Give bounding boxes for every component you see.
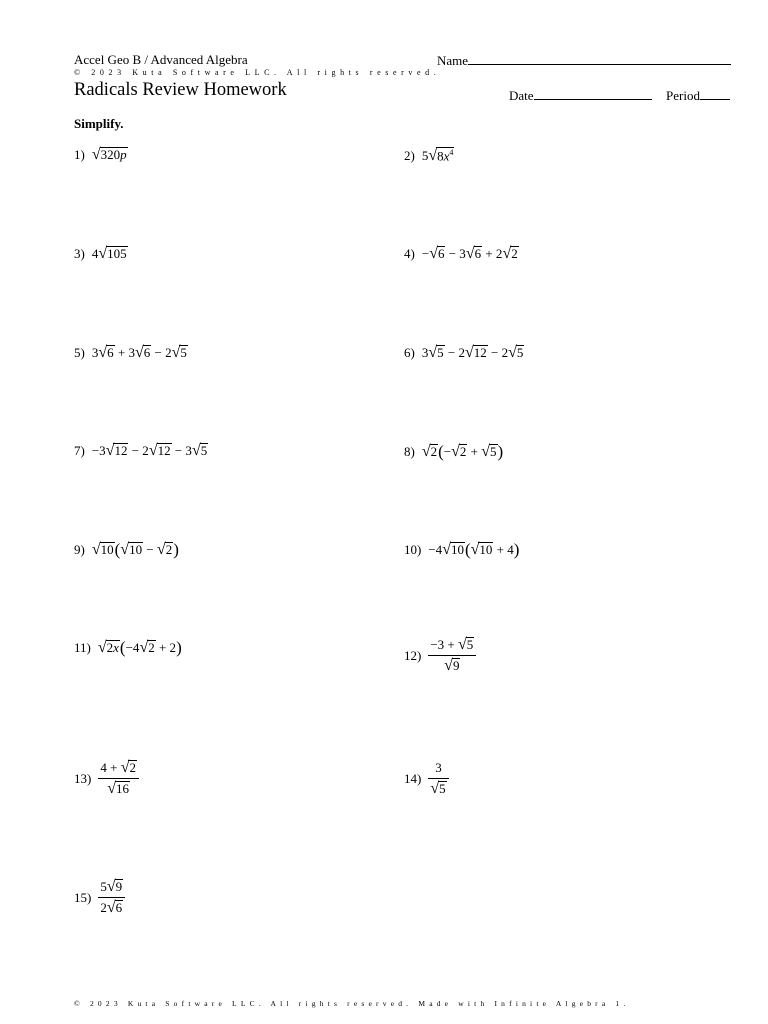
name-field	[437, 52, 731, 69]
problem-number: 5)	[74, 345, 85, 360]
left-paren: (	[119, 638, 126, 657]
radicand: 5	[439, 781, 446, 797]
problem-number: 13)	[74, 770, 92, 786]
problem-number: 4)	[404, 246, 415, 261]
radicand: 2	[106, 639, 114, 655]
coefficient: 3	[421, 345, 429, 360]
coefficient: 4	[91, 246, 99, 261]
fraction	[428, 760, 448, 797]
period-blank	[700, 87, 730, 100]
left-paren: (	[464, 540, 471, 559]
radical: √ 6	[98, 344, 114, 361]
radical: √ 2	[139, 638, 155, 656]
problem-11	[74, 639, 182, 656]
radical: √ 105	[98, 245, 127, 262]
fraction	[98, 760, 139, 797]
coefficient: 2	[100, 900, 107, 915]
right-paren: )	[173, 540, 179, 559]
fraction-bar	[98, 897, 125, 898]
copyright-top: © 2023 Kuta Software LLC. All rights reserved.	[74, 68, 441, 77]
operator: + 2	[155, 639, 177, 655]
left-paren: (	[438, 442, 444, 461]
course-name: Accel Geo B / Advanced Algebra	[74, 52, 248, 67]
radicand: 5	[516, 345, 524, 361]
radical: √ 10	[470, 540, 493, 558]
radicand: 10	[479, 541, 493, 557]
term-sign: −	[421, 246, 430, 261]
term-sign: −	[443, 443, 452, 459]
radical: √ 2	[156, 540, 173, 558]
exponent: 4	[449, 148, 454, 157]
operator: + 2	[482, 246, 503, 261]
radical: √ 10	[91, 540, 114, 558]
variable: x	[113, 639, 119, 655]
problem-4	[404, 246, 519, 262]
fraction	[98, 879, 125, 916]
radical: √ 2	[451, 442, 467, 460]
coefficient: 5	[421, 147, 429, 163]
name-label: Name	[437, 53, 469, 68]
denominator	[105, 781, 132, 797]
radical: √ 5	[458, 636, 474, 653]
radicand: 105	[107, 246, 127, 262]
radical: √ 10	[442, 540, 464, 558]
radical: √ 6	[429, 245, 445, 262]
radical: √ 5	[508, 344, 524, 361]
problem-13	[74, 760, 139, 797]
problem-number: 7)	[74, 443, 85, 458]
problem-6	[404, 345, 524, 361]
radicand: 12	[114, 443, 128, 459]
radicand: 10	[450, 541, 464, 557]
denominator	[428, 781, 448, 797]
radicand: 5	[490, 443, 497, 459]
radical: √ 6	[465, 245, 482, 262]
date-field	[509, 87, 652, 104]
problem-number: 3)	[74, 246, 85, 261]
problem-1	[74, 147, 128, 163]
radical: √ 10	[120, 540, 143, 558]
problem-10	[404, 541, 519, 558]
date-label: Date	[509, 88, 534, 103]
operator: − 3	[171, 443, 192, 458]
radical: √ 5	[430, 780, 446, 797]
copyright-bottom: © 2023 Kuta Software LLC. All rights reserved. Made with Infinite Algebra 1.	[74, 999, 630, 1008]
radical: √ 2	[120, 759, 136, 776]
problem-number: 9)	[74, 541, 85, 557]
radical: √ 6	[106, 899, 123, 916]
operator: − 2	[487, 345, 509, 360]
right-paren: )	[176, 638, 182, 657]
radicand: 6	[143, 345, 151, 361]
coefficient: −4	[125, 639, 140, 655]
radical: √ 2	[421, 442, 438, 460]
fraction-bar	[428, 778, 448, 779]
numerator-prefix: 4 +	[100, 760, 121, 775]
problem-number: 8)	[404, 443, 415, 459]
operator: − 2	[151, 345, 172, 360]
problem-number: 1)	[74, 147, 85, 162]
radicand: 8	[437, 148, 444, 164]
radicand: 6	[437, 246, 445, 262]
radicand: 16	[116, 781, 130, 797]
radical: √ 12	[148, 442, 171, 459]
numerator	[98, 879, 125, 895]
radicand: 5	[466, 637, 474, 653]
radicand: 320	[100, 147, 121, 163]
radicand: 5	[200, 443, 208, 459]
radicand: 10	[100, 541, 114, 557]
right-paren: )	[497, 442, 504, 461]
radical: √ 12	[105, 442, 128, 459]
date-blank	[534, 87, 652, 100]
problem-number: 6)	[404, 345, 415, 360]
radicand: 6	[107, 345, 114, 361]
problem-7	[74, 443, 208, 459]
radicand: 5	[180, 345, 187, 361]
radical: √ 16	[107, 780, 130, 797]
fraction-bar	[428, 655, 476, 656]
radicand: 10	[129, 541, 143, 557]
name-blank	[468, 52, 731, 65]
problem-14	[404, 760, 449, 797]
operator: − 2	[444, 345, 465, 360]
problem-3	[74, 246, 128, 262]
operator: − 2	[128, 443, 149, 458]
radicand: 12	[157, 443, 171, 459]
coefficient: 5	[100, 879, 107, 894]
right-paren: )	[513, 540, 520, 559]
radical: √ 6	[134, 344, 151, 361]
radical: √ 9	[106, 878, 123, 895]
operator: −	[143, 541, 157, 557]
problem-number: 14)	[404, 770, 422, 786]
radical: √ 5	[428, 344, 444, 361]
radicand: 12	[473, 345, 487, 361]
radical: √ 2	[502, 245, 518, 262]
radical: √ 5	[481, 442, 497, 460]
radicand: 2	[129, 760, 136, 776]
radicand: 2	[511, 246, 518, 262]
period-label: Period	[666, 88, 700, 103]
coefficient: −3	[91, 443, 106, 458]
numerator	[98, 760, 139, 776]
worksheet-title: Radicals Review Homework	[74, 80, 287, 100]
problem-number: 12)	[404, 647, 422, 663]
numerator: 3	[435, 760, 442, 775]
problem-number: 11)	[74, 639, 91, 655]
radical: √ 5	[171, 344, 187, 361]
radicand: 6	[474, 246, 482, 262]
problem-9	[74, 541, 179, 558]
denominator	[442, 658, 462, 674]
fraction	[428, 637, 476, 674]
coefficient: 3	[91, 345, 99, 360]
operator: − 3	[445, 246, 466, 261]
variable: p	[120, 147, 127, 163]
coefficient: −4	[428, 541, 443, 557]
radicand: 2	[165, 541, 173, 557]
operator: + 3	[114, 345, 135, 360]
radical: √ 9	[444, 657, 460, 674]
radical: √ 12	[464, 344, 487, 361]
radicand: 6	[115, 900, 123, 916]
problem-15	[74, 879, 125, 916]
operator: + 4	[493, 541, 514, 557]
radical: √ 5	[191, 442, 208, 459]
problem-number: 15)	[74, 889, 92, 905]
instruction: Simplify.	[74, 116, 124, 131]
radicand: 2	[148, 639, 155, 655]
variable: x	[443, 148, 450, 164]
denominator	[98, 900, 125, 916]
problem-8	[404, 443, 503, 460]
radicand: 9	[452, 658, 460, 674]
radicand: 2	[430, 443, 438, 459]
problem-number: 10)	[404, 541, 422, 557]
operator: +	[467, 443, 482, 459]
radicand: 5	[437, 345, 444, 361]
radical: √ 2x	[97, 638, 119, 656]
problem-2	[404, 147, 454, 164]
numerator	[428, 637, 476, 653]
problem-number: 2)	[404, 147, 415, 163]
left-paren: (	[114, 540, 121, 559]
radical: √ $8x^4$	[428, 147, 454, 165]
numerator-prefix: −3 +	[430, 637, 459, 652]
fraction-bar	[98, 778, 139, 779]
problem-5	[74, 345, 188, 361]
problem-12	[404, 637, 476, 674]
period-field	[666, 87, 730, 104]
radicand: 9	[115, 879, 123, 895]
radicand: 2	[459, 443, 467, 459]
radical: √ 320p	[91, 146, 127, 163]
